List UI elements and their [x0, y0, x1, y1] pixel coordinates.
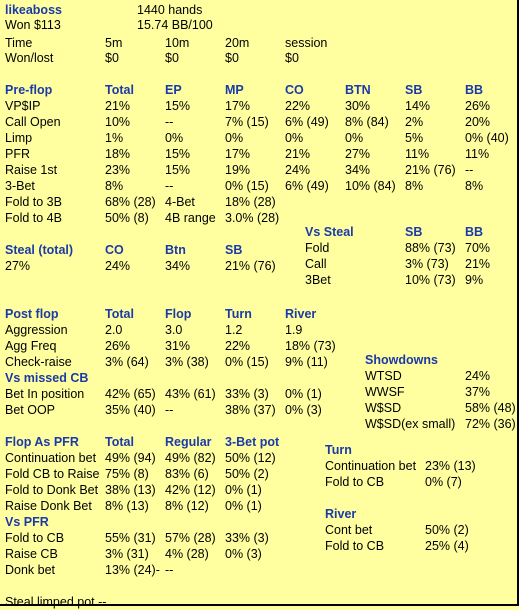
flop-pfr-cell: 49% (82): [165, 451, 216, 465]
vs-steal-row-label: 3Bet: [305, 273, 331, 287]
vs-pfr-cell: 4% (28): [165, 547, 209, 561]
vs-steal-cell: 10% (73): [405, 273, 456, 287]
preflop-cell: --: [465, 163, 474, 177]
vs-missed-cb-header: Vs missed CB: [5, 371, 89, 385]
showdowns-header: Showdowns: [365, 353, 438, 367]
vs-pfr-cell: 0% (3): [225, 547, 262, 561]
preflop-col-header-0: Total: [105, 83, 134, 97]
flop-pfr-cell: 75% (8): [105, 467, 149, 481]
preflop-cell: 19%: [225, 163, 251, 177]
vs-pfr-row-label: Donk bet: [5, 563, 56, 577]
preflop-cell: 11%: [405, 147, 430, 161]
missed-cb-cell: 35% (40): [105, 403, 156, 417]
vs-pfr-header: Vs PFR: [5, 515, 49, 529]
player-name: likeaboss: [5, 3, 62, 17]
vs-steal-cell: 70%: [465, 241, 491, 255]
steal-value: 21% (76): [225, 259, 276, 273]
preflop-cell: 0%: [345, 131, 364, 145]
time-col-2: 20m: [225, 36, 250, 50]
missed-cb-row-label: Bet In position: [5, 387, 85, 401]
vs-steal-col-sb: SB: [405, 225, 423, 239]
postflop-cell: 26%: [105, 339, 131, 353]
preflop-cell: 1%: [105, 131, 124, 145]
vs-pfr-cell: 3% (31): [105, 547, 149, 561]
preflop-row-label: 3-Bet: [5, 179, 35, 193]
time-col-1: 10m: [165, 36, 190, 50]
preflop-cell: 0% (40): [465, 131, 509, 145]
preflop-cell: 10% (84): [345, 179, 396, 193]
fold-to-4b-label: Fold to 4B: [5, 211, 62, 225]
river-value: 25% (4): [425, 539, 469, 553]
preflop-cell: 11%: [465, 147, 490, 161]
preflop-row-label: Call Open: [5, 115, 61, 129]
preflop-cell: 8%: [105, 179, 124, 193]
postflop-cell: 1.9: [285, 323, 303, 337]
preflop-col-header-3: CO: [285, 83, 304, 97]
vs-steal-cell: 3% (73): [405, 257, 449, 271]
preflop-col-header-5: SB: [405, 83, 423, 97]
wonlost-value-2: $0: [225, 51, 239, 65]
preflop-cell: 6% (49): [285, 179, 329, 193]
flop-pfr-cell: 38% (13): [105, 483, 156, 497]
vs-steal-row-label: Call: [305, 257, 327, 271]
postflop-cell: 22%: [225, 339, 251, 353]
steal-value: 34%: [165, 259, 191, 273]
flop-pfr-cell: 42% (12): [165, 483, 216, 497]
time-col-0: 5m: [105, 36, 123, 50]
turn-header: Turn: [325, 443, 352, 457]
steal-value: 24%: [105, 259, 131, 273]
steal-col-btn: Btn: [165, 243, 186, 257]
preflop-row-label: PFR: [5, 147, 30, 161]
postflop-row-label: Agg Freq: [5, 339, 57, 353]
preflop-cell: 0%: [285, 131, 304, 145]
turn-value: 0% (7): [425, 475, 462, 489]
wonlost-value-1: $0: [165, 51, 179, 65]
turn-row-label: Continuation bet: [325, 459, 417, 473]
missed-cb-cell: 0% (3): [285, 403, 322, 417]
vs-steal-row-label: Fold: [305, 241, 330, 255]
turn-row-label: Fold to CB: [325, 475, 385, 489]
steal-col-co: CO: [105, 243, 124, 257]
preflop-cell: 34%: [345, 163, 371, 177]
showdown-value: 58% (48): [465, 401, 516, 415]
preflop-cell: 27%: [345, 147, 371, 161]
flop-pfr-col-total: Total: [105, 435, 134, 449]
preflop-cell: 21%: [105, 99, 131, 113]
preflop-col-header-1: EP: [165, 83, 182, 97]
preflop-cell: 21% (76): [405, 163, 456, 177]
vs-steal-cell: 21%: [465, 257, 491, 271]
steal-value: 27%: [5, 259, 31, 273]
missed-cb-cell: 0% (1): [285, 387, 322, 401]
river-value: 50% (2): [425, 523, 469, 537]
postflop-cell: 1.2: [225, 323, 243, 337]
fold-to-3b-label: Fold to 3B: [5, 195, 62, 209]
preflop-cell: 5%: [405, 131, 424, 145]
postflop-cell: 18% (73): [285, 339, 336, 353]
preflop-cell: 2%: [405, 115, 424, 129]
won-amount: Won $113: [5, 18, 61, 32]
preflop-cell: 0% (15): [225, 179, 269, 193]
vs-pfr-cell: 55% (31): [105, 531, 156, 545]
preflop-cell: 15%: [165, 99, 191, 113]
preflop-cell: 26%: [465, 99, 491, 113]
preflop-cell: 21%: [285, 147, 311, 161]
time-col-3: session: [285, 36, 328, 50]
river-header: River: [325, 507, 357, 521]
flop-pfr-col-regular: Regular: [165, 435, 212, 449]
preflop-cell: 8%: [465, 179, 484, 193]
preflop-row-label: Raise 1st: [5, 163, 58, 177]
vs-pfr-cell: --: [165, 563, 174, 577]
flop-pfr-cell: 8% (13): [105, 499, 149, 513]
showdown-value: 72% (36): [465, 417, 516, 431]
flop-pfr-cell: 50% (2): [225, 467, 269, 481]
preflop-cell: 8% (84): [345, 115, 389, 129]
vs-steal-cell: 88% (73): [405, 241, 456, 255]
flop-pfr-row-label: Continuation bet: [5, 451, 97, 465]
preflop-cell: 15%: [165, 147, 191, 161]
preflop-row-label: VP$IP: [5, 99, 41, 113]
steal-total-header: Steal (total): [5, 243, 74, 257]
river-row-label: Cont bet: [325, 523, 373, 537]
flop-pfr-cell: 8% (12): [165, 499, 209, 513]
vs-steal-header: Vs Steal: [305, 225, 354, 239]
preflop-header: Pre-flop: [5, 83, 53, 97]
four-bet-range-label: 4B range: [165, 211, 216, 225]
postflop-row-label: Check-raise: [5, 355, 72, 369]
postflop-col-header-0: Total: [105, 307, 134, 321]
time-label: Time: [5, 36, 33, 50]
preflop-cell: 22%: [285, 99, 311, 113]
postflop-col-header-3: River: [285, 307, 317, 321]
vs-pfr-row-label: Raise CB: [5, 547, 58, 561]
postflop-cell: 3% (64): [105, 355, 149, 369]
preflop-cell: 0%: [165, 131, 184, 145]
four-bet-range-value: 3.0% (28): [225, 211, 280, 225]
fold-to-3b-value: 68% (28): [105, 195, 156, 209]
postflop-cell: 2.0: [105, 323, 123, 337]
hands-count: 1440 hands: [137, 3, 203, 17]
showdown-value: 37%: [465, 385, 491, 399]
fold-to-4b-value: 50% (8): [105, 211, 149, 225]
preflop-cell: --: [165, 115, 174, 129]
vs-steal-cell: 9%: [465, 273, 484, 287]
flop-pfr-cell: 83% (6): [165, 467, 209, 481]
postflop-cell: 3% (38): [165, 355, 209, 369]
missed-cb-cell: 33% (3): [225, 387, 269, 401]
preflop-cell: 20%: [465, 115, 491, 129]
missed-cb-cell: --: [165, 403, 174, 417]
flop-pfr-cell: 0% (1): [225, 499, 262, 513]
flop-pfr-row-label: Fold to Donk Bet: [5, 483, 99, 497]
preflop-cell: 18%: [105, 147, 131, 161]
missed-cb-cell: 42% (65): [105, 387, 156, 401]
missed-cb-row-label: Bet OOP: [5, 403, 56, 417]
river-row-label: Fold to CB: [325, 539, 385, 553]
wonlost-value-0: $0: [105, 51, 119, 65]
flop-pfr-col-3bet: 3-Bet pot: [225, 435, 280, 449]
showdown-value: 24%: [465, 369, 491, 383]
preflop-cell: 6% (49): [285, 115, 329, 129]
vs-pfr-row-label: Fold to CB: [5, 531, 65, 545]
postflop-header: Post flop: [5, 307, 59, 321]
missed-cb-cell: 38% (37): [225, 403, 276, 417]
preflop-cell: 7% (15): [225, 115, 269, 129]
preflop-row-label: Limp: [5, 131, 33, 145]
showdown-row-label: W$SD: [365, 401, 402, 415]
postflop-col-header-2: Turn: [225, 307, 252, 321]
wonlost-value-3: $0: [285, 51, 299, 65]
postflop-cell: 31%: [165, 339, 191, 353]
flop-pfr-row-label: Fold CB to Raise: [5, 467, 100, 481]
four-bet-label: 4-Bet: [165, 195, 195, 209]
showdown-row-label: WWSF: [365, 385, 405, 399]
preflop-cell: 0%: [225, 131, 244, 145]
postflop-cell: 0% (15): [225, 355, 269, 369]
turn-value: 23% (13): [425, 459, 476, 473]
showdown-row-label: WTSD: [365, 369, 402, 383]
missed-cb-cell: 43% (61): [165, 387, 216, 401]
vs-pfr-cell: 57% (28): [165, 531, 216, 545]
vs-steal-col-bb: BB: [465, 225, 484, 239]
preflop-col-header-4: BTN: [345, 83, 371, 97]
preflop-cell: 23%: [105, 163, 131, 177]
flop-pfr-row-label: Raise Donk Bet: [5, 499, 92, 513]
bb-per-100: 15.74 BB/100: [137, 18, 213, 32]
showdown-row-label: W$SD(ex small): [365, 417, 456, 431]
preflop-cell: 10%: [105, 115, 131, 129]
steal-limped-pot: Steal limped pot --: [5, 595, 107, 609]
postflop-col-header-1: Flop: [165, 307, 192, 321]
postflop-cell: 3.0: [165, 323, 183, 337]
preflop-col-header-6: BB: [465, 83, 484, 97]
preflop-cell: 15%: [165, 163, 191, 177]
vs-pfr-cell: 13% (24)-: [105, 563, 160, 577]
preflop-cell: 17%: [225, 99, 251, 113]
flop-pfr-cell: 49% (94): [105, 451, 156, 465]
preflop-col-header-2: MP: [225, 83, 244, 97]
wonlost-label: Won/lost: [5, 51, 54, 65]
vs-pfr-cell: 33% (3): [225, 531, 269, 545]
preflop-cell: 30%: [345, 99, 371, 113]
postflop-cell: 9% (11): [285, 355, 328, 369]
preflop-cell: 24%: [285, 163, 311, 177]
preflop-cell: 17%: [225, 147, 251, 161]
postflop-row-label: Aggression: [5, 323, 68, 337]
preflop-cell: 8%: [405, 179, 424, 193]
four-bet-value: 18% (28): [225, 195, 276, 209]
preflop-cell: --: [165, 179, 174, 193]
preflop-cell: 14%: [405, 99, 431, 113]
flop-as-pfr-header: Flop As PFR: [5, 435, 79, 449]
steal-col-sb: SB: [225, 243, 243, 257]
flop-pfr-cell: 50% (12): [225, 451, 276, 465]
flop-pfr-cell: 0% (1): [225, 483, 262, 497]
